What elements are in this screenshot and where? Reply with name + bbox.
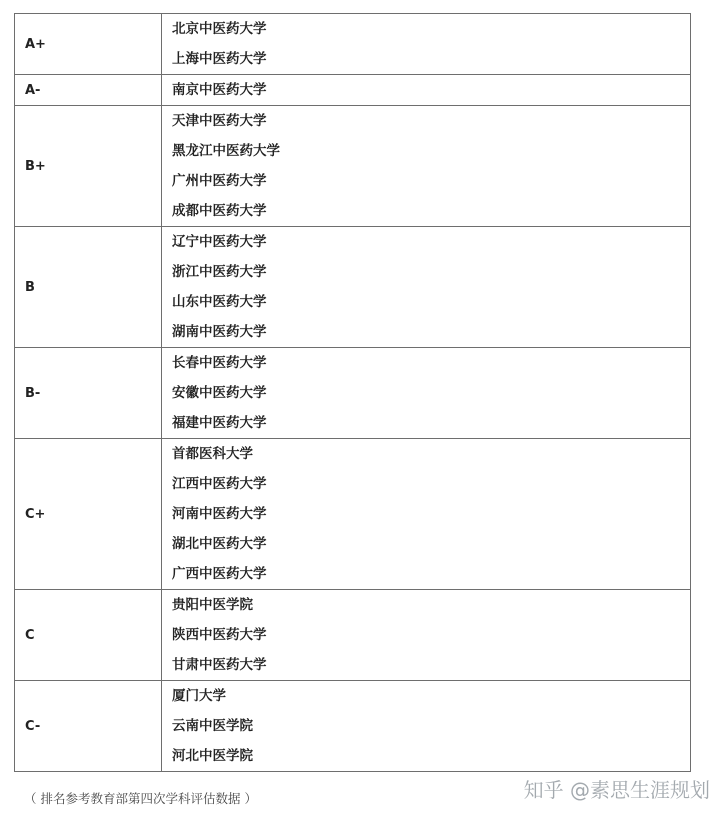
school-name: 甘肃中医药大学	[172, 657, 267, 673]
grade-label: C	[15, 590, 162, 681]
grade-row	[15, 106, 691, 227]
school-list	[162, 439, 691, 590]
grade-label: A+	[15, 14, 162, 75]
school-list	[162, 14, 691, 75]
school-name: 江西中医药大学	[172, 476, 267, 492]
school-name: 浙江中医药大学	[172, 264, 267, 280]
grade-row	[15, 439, 691, 590]
school-name: 广西中医药大学	[172, 566, 267, 582]
school-name: 首都医科大学	[172, 446, 253, 462]
school-list	[162, 590, 691, 681]
grade-row	[15, 681, 691, 772]
grade-row	[15, 14, 691, 75]
grade-row	[15, 348, 691, 439]
school-name: 上海中医药大学	[172, 51, 267, 67]
school-name: 湖北中医药大学	[172, 536, 267, 552]
school-name: 河南中医药大学	[172, 506, 267, 522]
grade-row	[15, 227, 691, 348]
school-name: 南京中医药大学	[172, 82, 267, 98]
school-name: 河北中医学院	[172, 748, 253, 764]
grade-row	[15, 590, 691, 681]
school-list	[162, 75, 691, 106]
grade-table-body	[15, 14, 691, 772]
grade-row	[15, 75, 691, 106]
grade-label: B+	[15, 106, 162, 227]
grade-label: A-	[15, 75, 162, 106]
grade-table	[14, 13, 691, 772]
school-name: 广州中医药大学	[172, 173, 267, 189]
school-list	[162, 227, 691, 348]
grade-label: B-	[15, 348, 162, 439]
grade-label: B	[15, 227, 162, 348]
school-name: 湖南中医药大学	[172, 324, 267, 340]
school-name: 天津中医药大学	[172, 113, 267, 129]
school-name: 长春中医药大学	[172, 355, 267, 371]
watermark: 知乎 @素思生涯规划	[523, 778, 710, 802]
school-name: 陕西中医药大学	[172, 627, 267, 643]
school-name: 贵阳中医学院	[172, 597, 253, 613]
school-name: 安徽中医药大学	[172, 385, 267, 401]
school-list	[162, 106, 691, 227]
school-name: 厦门大学	[172, 688, 226, 704]
school-name: 辽宁中医药大学	[172, 234, 267, 250]
school-name: 黑龙江中医药大学	[172, 143, 280, 159]
school-name: 北京中医药大学	[172, 21, 267, 37]
school-list	[162, 348, 691, 439]
school-name: 福建中医药大学	[172, 415, 267, 431]
grade-label: C+	[15, 439, 162, 590]
grade-label: C-	[15, 681, 162, 772]
footnote: （ 排名参考教育部第四次学科评估数据 ）	[24, 791, 257, 806]
school-name: 成都中医药大学	[172, 203, 267, 219]
school-list	[162, 681, 691, 772]
school-name: 山东中医药大学	[172, 294, 267, 310]
school-name: 云南中医学院	[172, 718, 253, 734]
